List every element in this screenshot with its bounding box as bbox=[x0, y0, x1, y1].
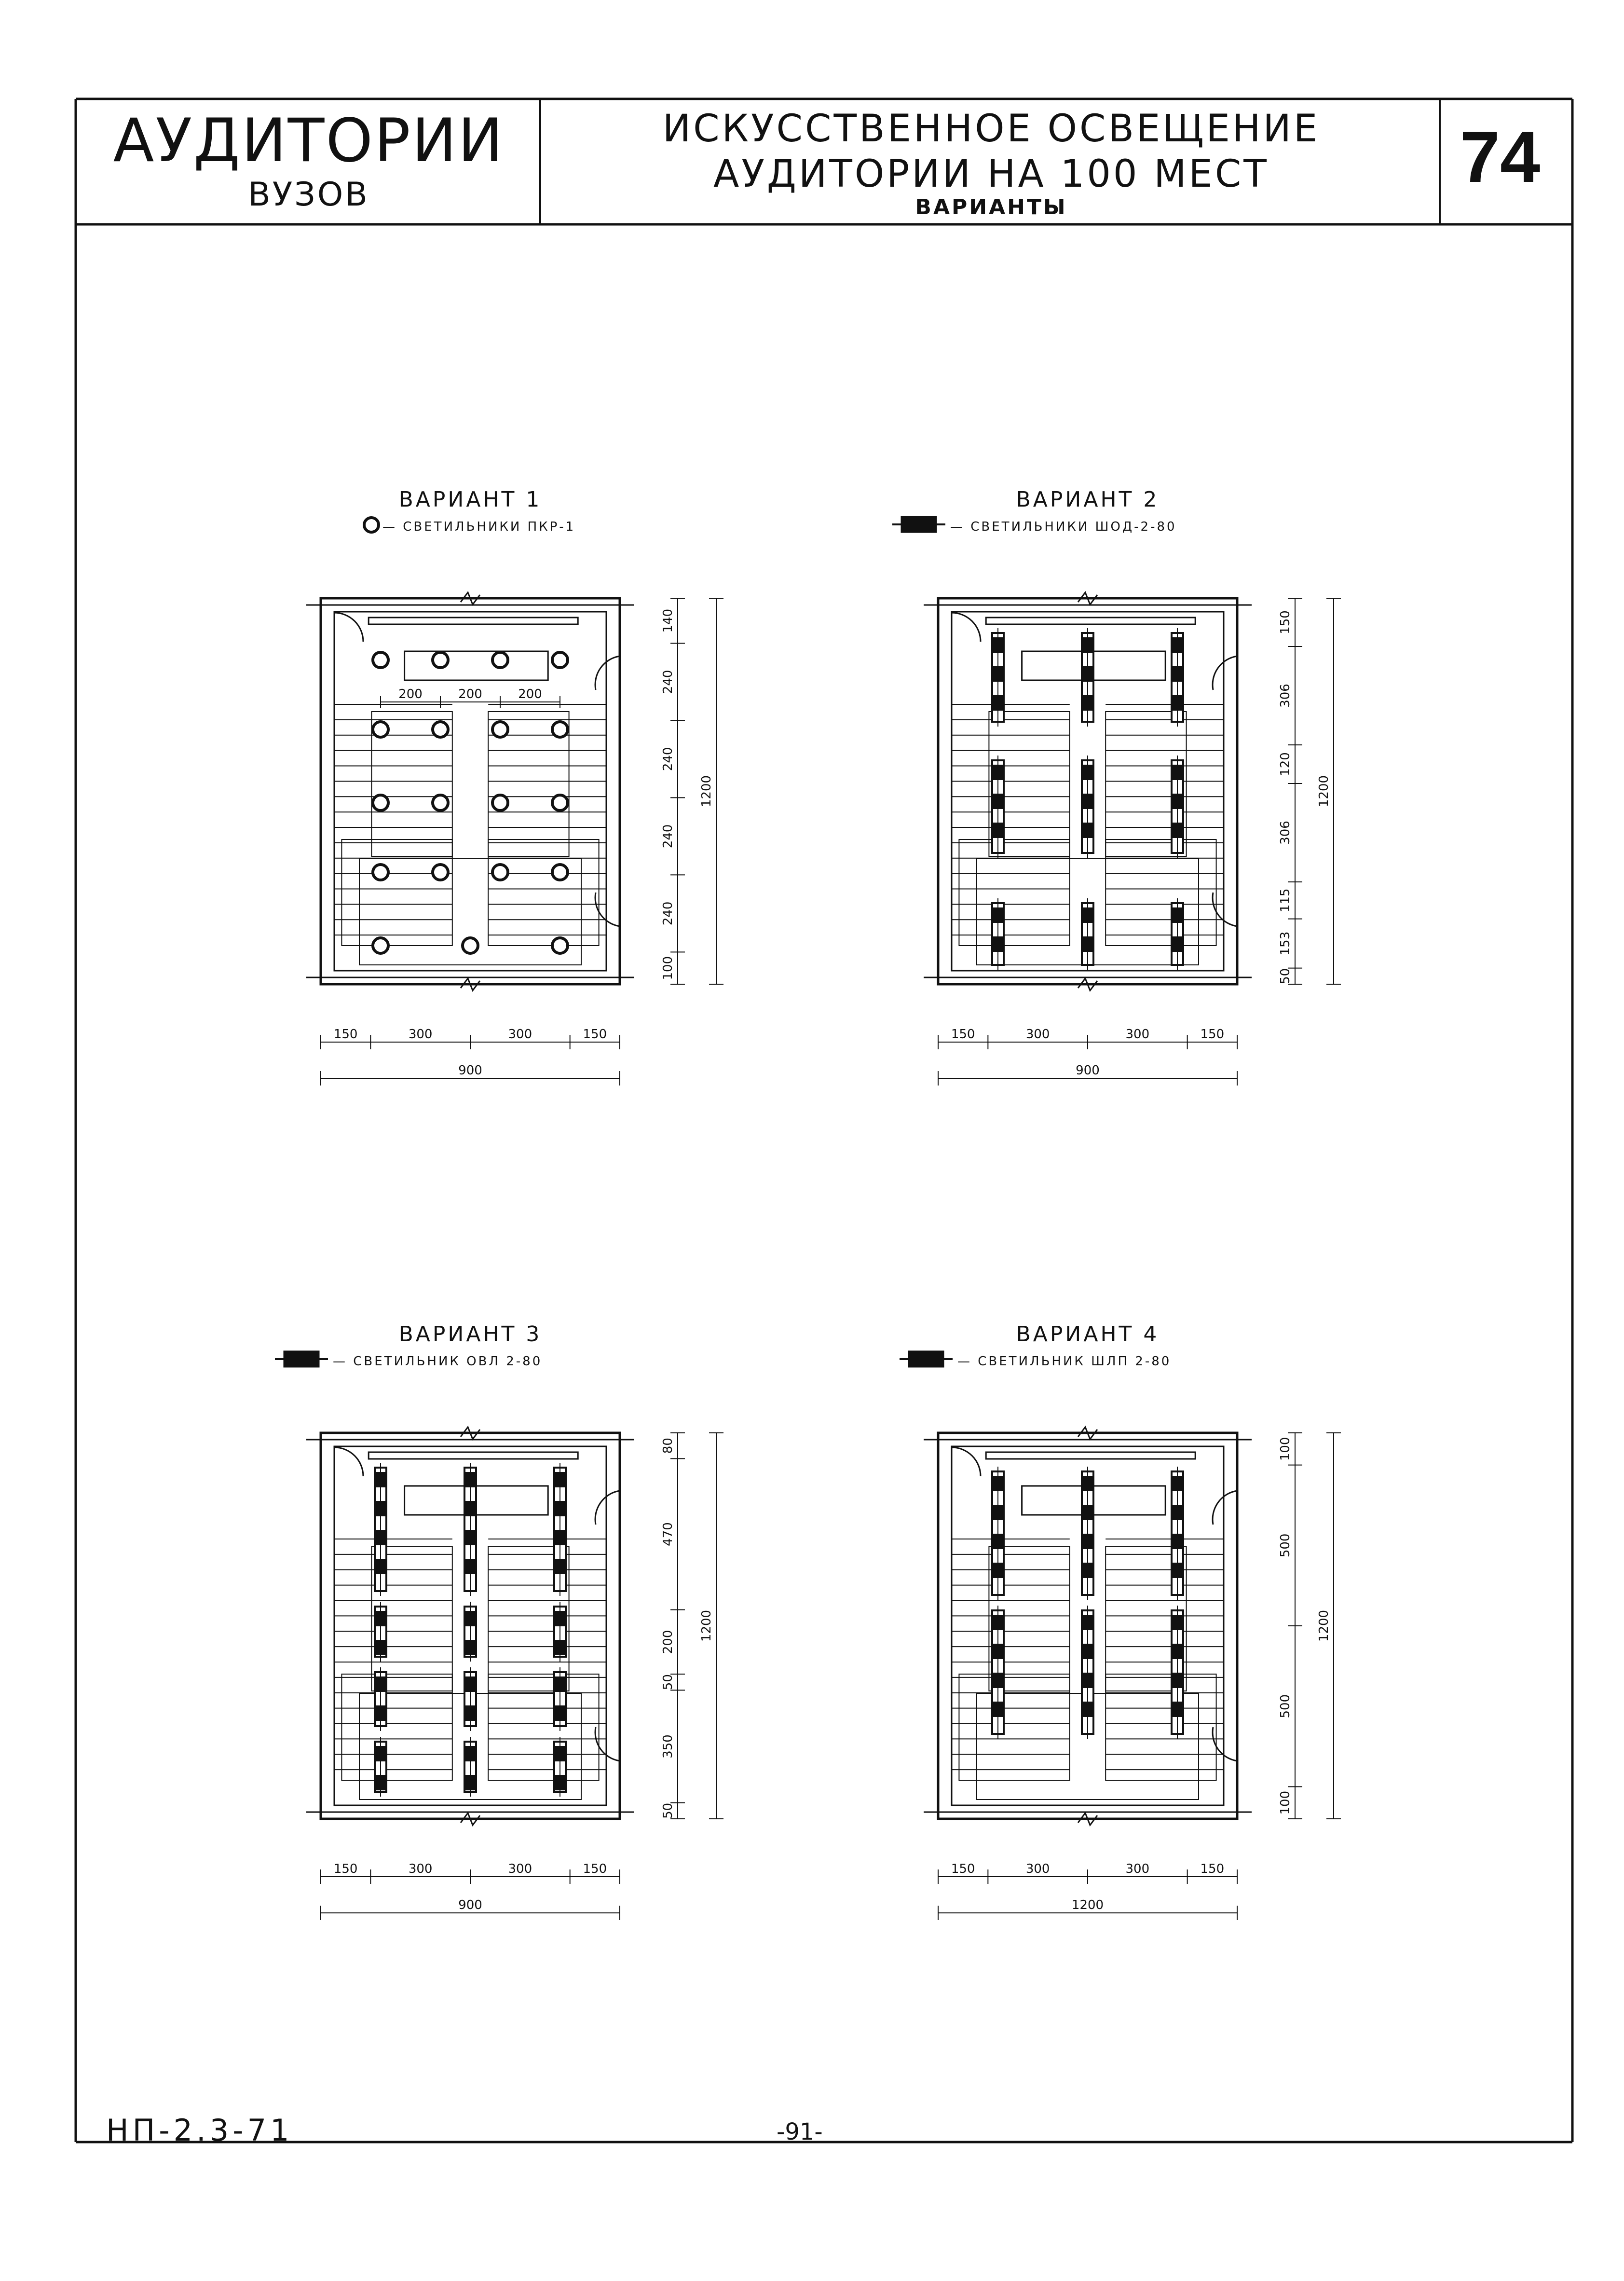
plan-variant-1 bbox=[306, 487, 723, 1086]
footer-page-number: -91- bbox=[777, 2118, 823, 2145]
lectern-table bbox=[405, 651, 548, 680]
dim-label: 150 bbox=[1200, 1027, 1225, 1042]
seating-block bbox=[488, 1674, 599, 1780]
break-mark bbox=[461, 592, 480, 605]
luminaire-pkr-1 bbox=[373, 652, 388, 668]
break-mark bbox=[461, 1427, 480, 1439]
dim-label: 150 bbox=[583, 1862, 607, 1876]
dim-total-width: 900 bbox=[1076, 1063, 1100, 1078]
sheet-title-line-2: АУДИТОРИИ НА 100 МЕСТ bbox=[713, 152, 1269, 196]
seating-block bbox=[959, 839, 1069, 946]
dim-label: 150 bbox=[951, 1027, 975, 1042]
dim-label: 150 bbox=[333, 1862, 358, 1876]
break-mark bbox=[1078, 978, 1097, 990]
section-subtitle: ВУЗОВ bbox=[248, 176, 369, 214]
dim-label: 300 bbox=[1025, 1862, 1050, 1876]
dim-label: 153 bbox=[1278, 931, 1293, 956]
circle-icon bbox=[364, 518, 379, 532]
dim-label: 80 bbox=[661, 1438, 675, 1454]
dim-label: 50 bbox=[661, 1802, 675, 1819]
dim-label: 240 bbox=[661, 824, 675, 849]
dim-label: 300 bbox=[1025, 1027, 1050, 1042]
dim-label: 100 bbox=[1278, 1790, 1293, 1815]
break-mark bbox=[1078, 1427, 1097, 1439]
luminaire-pkr-1 bbox=[373, 722, 388, 737]
dim-total-height: 1200 bbox=[699, 1609, 714, 1642]
dim-label: 200 bbox=[661, 1630, 675, 1654]
plan-variant-3 bbox=[275, 1322, 723, 1920]
dim-label: 120 bbox=[1278, 752, 1293, 776]
break-mark bbox=[461, 978, 480, 990]
seating-block bbox=[341, 839, 452, 946]
luminaire-pkr-1 bbox=[552, 722, 568, 737]
seating-block bbox=[1105, 839, 1216, 946]
luminaire-pkr-1 bbox=[433, 865, 448, 880]
plan-variant-2 bbox=[892, 487, 1341, 1086]
luminaire-pkr-1 bbox=[373, 938, 388, 953]
break-mark bbox=[1078, 1813, 1097, 1825]
break-mark bbox=[1078, 592, 1097, 605]
dim-label: 115 bbox=[1278, 888, 1293, 913]
dim-label: 470 bbox=[661, 1522, 675, 1546]
legend-label: — СВЕТИЛЬНИК ОВЛ 2-80 bbox=[333, 1354, 543, 1369]
dim-total-height: 1200 bbox=[699, 775, 714, 808]
dim-label: 100 bbox=[661, 956, 675, 980]
luminaire-pkr-1 bbox=[433, 722, 448, 737]
footer-code: НП-2.3-71 bbox=[106, 2113, 293, 2148]
seating-block bbox=[959, 1674, 1069, 1780]
dim-label: 240 bbox=[661, 901, 675, 926]
dim-label: 200 bbox=[518, 687, 542, 701]
luminaire-pkr-1 bbox=[492, 722, 508, 737]
luminaire-pkr-1 bbox=[433, 652, 448, 668]
legend-label: — СВЕТИЛЬНИК ШЛП 2-80 bbox=[957, 1354, 1172, 1369]
dim-total-width: 900 bbox=[458, 1063, 482, 1078]
variant-title: ВАРИАНТ 4 bbox=[1016, 1322, 1160, 1347]
dim-label: 240 bbox=[661, 670, 675, 694]
dim-label: 300 bbox=[508, 1862, 532, 1876]
dim-label: 140 bbox=[661, 608, 675, 633]
dim-label: 150 bbox=[333, 1027, 358, 1042]
dim-label: 50 bbox=[1278, 968, 1293, 984]
luminaire-pkr-1 bbox=[492, 795, 508, 811]
luminaire-pkr-1 bbox=[373, 795, 388, 811]
blackboard bbox=[986, 618, 1195, 624]
sheet-number: 74 bbox=[1460, 116, 1541, 197]
dim-total-height: 1200 bbox=[1317, 775, 1331, 808]
dim-label: 200 bbox=[458, 687, 482, 701]
seating-block bbox=[341, 1674, 452, 1780]
luminaire-pkr-1 bbox=[552, 795, 568, 811]
blackboard bbox=[368, 618, 578, 624]
dim-label: 200 bbox=[398, 687, 423, 701]
seating-block bbox=[1105, 1674, 1216, 1780]
dim-label: 150 bbox=[583, 1027, 607, 1042]
luminaire-pkr-1 bbox=[492, 865, 508, 880]
legend-label: — СВЕТИЛЬНИКИ ПКР-1 bbox=[382, 520, 576, 534]
outer-wall bbox=[321, 598, 620, 984]
sheet-title-line-3: ВАРИАНТЫ bbox=[915, 195, 1067, 220]
dim-label: 350 bbox=[661, 1734, 675, 1759]
dim-total-width: 900 bbox=[458, 1898, 482, 1912]
luminaire-pkr-1 bbox=[433, 795, 448, 811]
dim-label: 300 bbox=[508, 1027, 532, 1042]
dim-label: 100 bbox=[1278, 1437, 1293, 1461]
door-swing bbox=[595, 656, 620, 690]
door-swing bbox=[1213, 1491, 1237, 1525]
door-swing bbox=[1213, 656, 1237, 690]
section-title: АУДИТОРИИ bbox=[113, 106, 505, 176]
dim-label: 306 bbox=[1278, 684, 1293, 708]
seating-block bbox=[488, 839, 599, 946]
plan-variant-4 bbox=[900, 1322, 1341, 1920]
door-swing bbox=[952, 613, 981, 642]
door-swing bbox=[334, 613, 363, 642]
blackboard bbox=[368, 1452, 578, 1459]
door-swing bbox=[334, 1447, 363, 1476]
dim-label: 150 bbox=[1200, 1862, 1225, 1876]
dim-label: 300 bbox=[1125, 1027, 1150, 1042]
variant-title: ВАРИАНТ 2 bbox=[1016, 487, 1160, 512]
blackboard bbox=[986, 1452, 1195, 1459]
luminaire-pkr-1 bbox=[492, 652, 508, 668]
variant-title: ВАРИАНТ 1 bbox=[398, 487, 542, 512]
dim-label: 306 bbox=[1278, 821, 1293, 845]
dim-label: 50 bbox=[661, 1674, 675, 1690]
luminaire-pkr-1 bbox=[552, 652, 568, 668]
luminaire-pkr-1 bbox=[373, 865, 388, 880]
luminaire-pkr-1 bbox=[552, 865, 568, 880]
dim-total-width: 1200 bbox=[1071, 1898, 1104, 1912]
door-swing bbox=[952, 1447, 981, 1476]
dim-label: 300 bbox=[408, 1027, 433, 1042]
luminaire-pkr-1 bbox=[463, 938, 478, 953]
dim-label: 240 bbox=[661, 747, 675, 771]
legend-label: — СВЕТИЛЬНИКИ ШОД-2-80 bbox=[950, 520, 1177, 534]
dim-label: 150 bbox=[1278, 610, 1293, 634]
dim-label: 300 bbox=[408, 1862, 433, 1876]
luminaire-pkr-1 bbox=[552, 938, 568, 953]
variant-title: ВАРИАНТ 3 bbox=[398, 1322, 542, 1347]
break-mark bbox=[461, 1813, 480, 1825]
dim-label: 150 bbox=[951, 1862, 975, 1876]
dim-label: 500 bbox=[1278, 1533, 1293, 1558]
dim-label: 500 bbox=[1278, 1694, 1293, 1718]
dim-label: 300 bbox=[1125, 1862, 1150, 1876]
sheet-title-line-1: ИСКУССТВЕННОЕ ОСВЕЩЕНИЕ bbox=[662, 107, 1320, 151]
door-swing bbox=[595, 1491, 620, 1525]
dim-total-height: 1200 bbox=[1317, 1609, 1331, 1642]
